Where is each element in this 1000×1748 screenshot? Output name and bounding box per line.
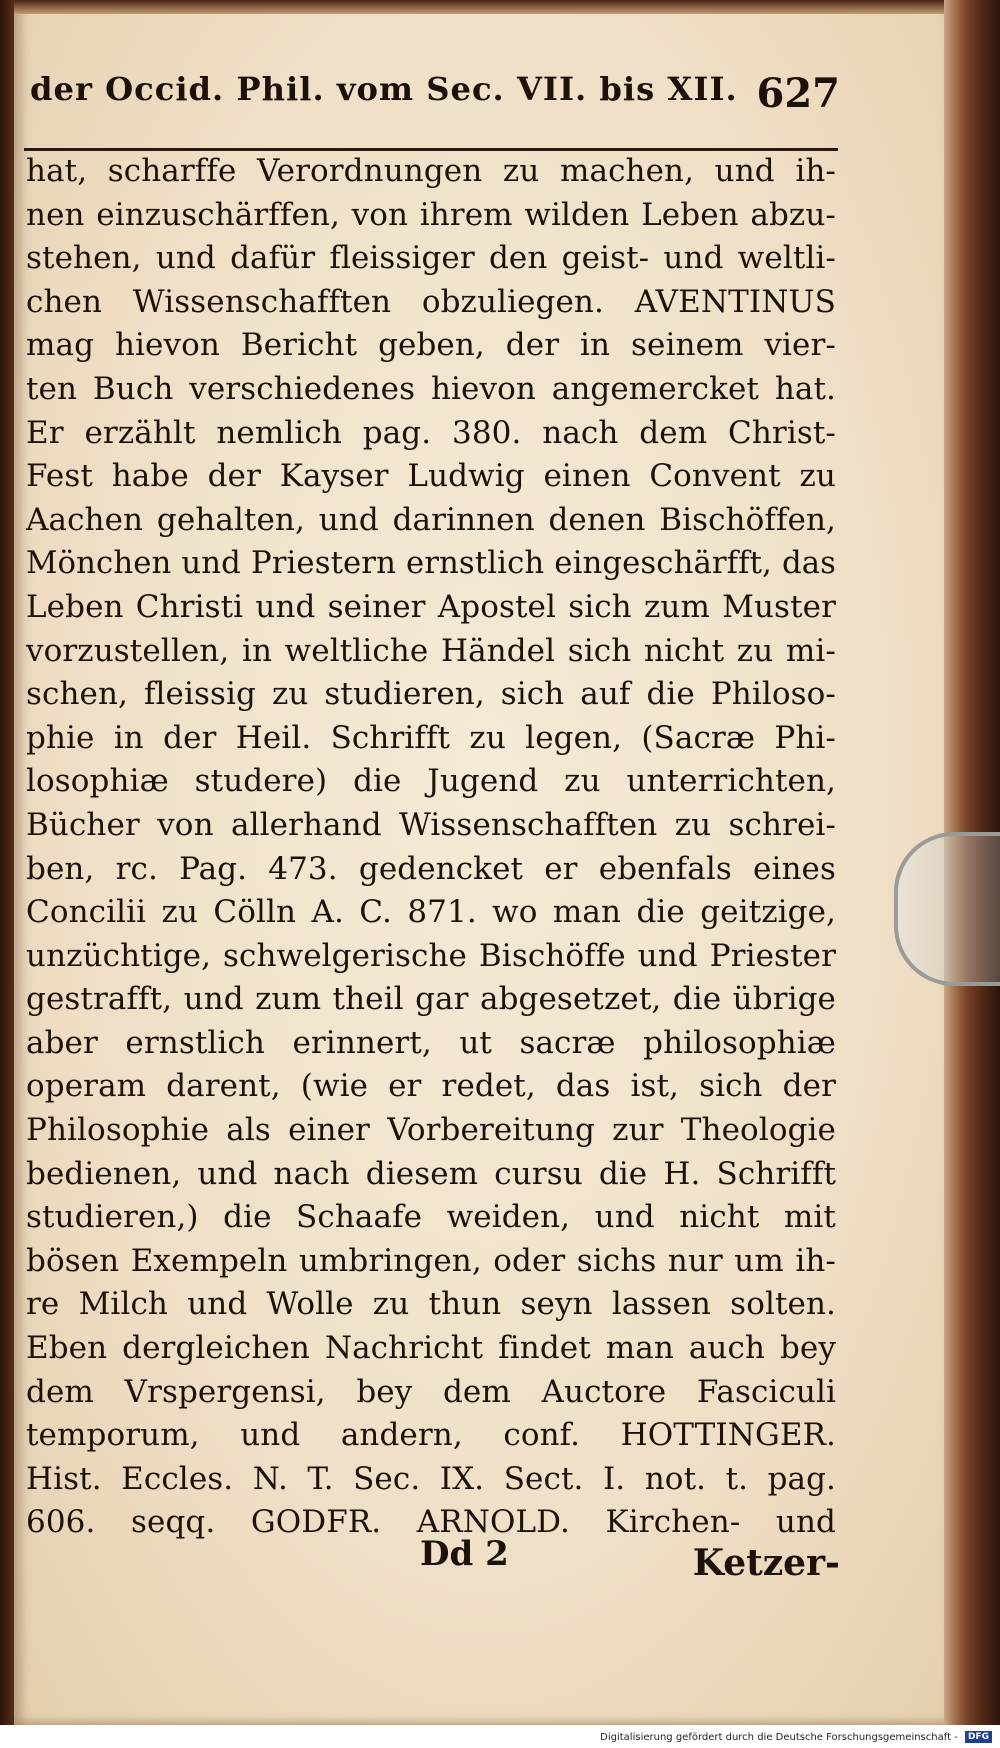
text-line: temporum, und andern, conf. HOTTINGER. (26, 1417, 836, 1454)
text-line: chen Wissenschafften obzuliegen. AVENTINUS (26, 283, 836, 320)
running-title: der Occid. Phil. vom Sec. VII. bis XII. (30, 70, 738, 108)
text-line: Fest habe der Kayser Ludwig einen Convent zu (26, 458, 836, 495)
text-line: aber ernstlich erinnert, ut sacræ philosophiæ (26, 1024, 836, 1061)
text-line: gestrafft, und zum theil gar abgesetzet, die übrige (26, 981, 836, 1018)
text-line: Er erzählt nemlich pag. 380. nach dem Christ- (26, 414, 836, 451)
text-line: schen, fleissig zu studieren, sich auf die Philoso- (26, 676, 836, 713)
text-line: bedienen, und nach diesem cursu die H. Schrifft (26, 1155, 836, 1192)
page-top-shadow (14, 0, 958, 14)
text-line: Leben Christi und seiner Apostel sich zum Muster (26, 588, 836, 625)
catchword: Ketzer- (692, 1542, 840, 1584)
text-line: vorzustellen, in weltliche Händel sich nicht zu mi- (26, 632, 836, 669)
text-line: hat, scharffe Verordnungen zu machen, und ih- (26, 153, 836, 189)
running-header (30, 62, 840, 134)
page-clip (894, 832, 1000, 986)
text-line: 606. seqq. GODFR. ARNOLD. Kirchen- und (26, 1504, 836, 1541)
text-line: nen einzuschärffen, von ihrem wilden Leben abzu- (26, 196, 836, 233)
text-line: Eben dergleichen Nachricht findet man auch bey (26, 1330, 836, 1367)
text-line: phie in der Heil. Schrifft zu legen, (Sacræ Phi- (26, 719, 836, 756)
text-line: losophiæ studere) die Jugend zu unterrichten, (26, 763, 836, 800)
digitization-credit (600, 1731, 992, 1745)
text-line: Aachen gehalten, und darinnen denen Bischöffen, (26, 501, 836, 538)
text-line: studieren,) die Schaafe weiden, und nicht mit (26, 1199, 836, 1236)
page-number: 627 (756, 70, 840, 117)
body-text (26, 150, 836, 1545)
text-line: stehen, und dafür fleissiger den geist- und weltli- (26, 240, 836, 277)
text-line: Bücher von allerhand Wissenschafften zu schrei- (26, 806, 836, 843)
text-line: Concilii zu Cölln A. C. 871. wo man die geitzige, (26, 894, 836, 931)
text-line: Hist. Eccles. N. T. Sec. IX. Sect. I. not. t. pag. (26, 1460, 836, 1497)
page-footer (30, 1534, 840, 1584)
text-line: re Milch und Wolle zu thun seyn lassen solten. (26, 1286, 836, 1323)
text-line: Philosophie als einer Vorbereitung zur Theologie (26, 1112, 836, 1149)
signature-mark: Dd 2 (420, 1534, 509, 1574)
text-line: mag hievon Bericht geben, der in seinem vier- (26, 327, 836, 364)
text-line: ten Buch verschiedenes hievon angemercket hat. (26, 370, 836, 407)
dfg-logo: DFG (965, 1731, 992, 1743)
text-line: ben, rc. Pag. 473. gedencket er ebenfals eines (26, 850, 836, 887)
text-line: unzüchtige, schwelgerische Bischöffe und Priester (26, 937, 836, 974)
text-line: dem Vrspergensi, bey dem Auctore Fasciculi (26, 1373, 836, 1410)
text-line: bösen Exempeln umbringen, oder sichs nur um ih- (26, 1242, 836, 1279)
text-line: operam darent, (wie er redet, das ist, sich der (26, 1068, 836, 1105)
text-line: Mönchen und Priestern ernstlich eingeschärfft, das (26, 545, 836, 582)
credit-text: Digitalisierung gefördert durch die Deutsche Forschungsgemeinschaft - (600, 1732, 958, 1743)
